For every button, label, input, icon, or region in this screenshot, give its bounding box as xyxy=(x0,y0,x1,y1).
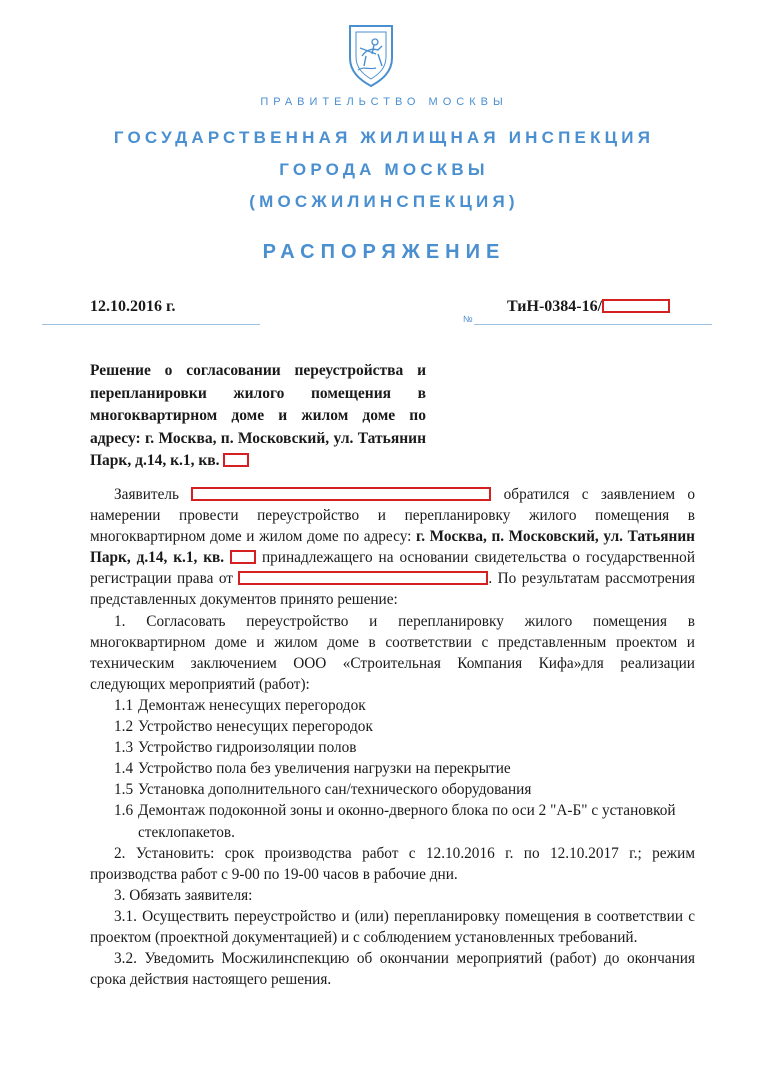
list-item-number: 1.6 xyxy=(114,802,134,820)
redaction-box xyxy=(223,453,249,467)
review-text: . По результатам рассмотрения представленных документов принято решение: xyxy=(90,570,695,609)
agency-abbreviation: (МОСЖИЛИНСПЕКЦИЯ) xyxy=(249,192,519,211)
list-item-text: Устройство ненесущих перегородок xyxy=(138,718,373,736)
list-item-number: 1.2 xyxy=(114,718,134,736)
list-item xyxy=(90,695,695,716)
paragraph-obligations: 3. Обязать заявителя: xyxy=(114,886,253,904)
government-name: ПРАВИТЕЛЬСТВО МОСКВЫ xyxy=(260,96,508,108)
paragraph-applicant-details xyxy=(90,505,695,610)
list-item-text: Демонтаж ненесущих перегородок xyxy=(138,696,366,714)
applicant-label: Заявитель xyxy=(114,486,179,503)
redaction-box xyxy=(238,571,488,585)
paragraph-applicant-line xyxy=(90,484,695,505)
list-item xyxy=(90,758,695,779)
list-item-text: Устройство гидроизоляции полов xyxy=(138,739,357,757)
document-body xyxy=(90,484,695,990)
list-item-text: Установка дополнительного сан/технического оборудования xyxy=(138,781,532,799)
list-item-text: Устройство пола без увеличения нагрузки на перекрытие xyxy=(138,760,511,778)
list-item xyxy=(90,737,695,758)
paragraph-schedule: 2. Установить: срок производства работ с 12.10.2016 г. по 12.10.2017 г.; режим производства работ с 9-00 по 19-00 часов в рабочие дни. xyxy=(90,844,695,883)
works-list xyxy=(90,695,695,843)
paragraph-obligation-3-2: 3.2. Уведомить Мосжилинспекцию об окончании мероприятий (работ) до окончания срока действия настоящего решения. xyxy=(90,950,695,989)
address-text: г. Москва, п. Московский, ул. Татьянин Парк, д.14, к.1, кв. xyxy=(90,528,695,567)
ownership-text: принадлежащего на основании свидетельства о государственной регистрации права от xyxy=(90,549,696,588)
list-item-number: 1.5 xyxy=(114,781,134,799)
document-number xyxy=(507,298,670,316)
document-date: 12.10.2016 г. xyxy=(90,298,176,315)
agency-name-line2: ГОРОДА МОСКВЫ xyxy=(279,160,489,179)
list-item-number: 1.1 xyxy=(114,696,134,714)
list-item-number: 1.3 xyxy=(114,739,134,757)
redaction-box xyxy=(191,487,491,501)
number-underline xyxy=(474,324,712,325)
redaction-box xyxy=(602,299,670,313)
subject-text: Решение о согласовании переустройства и перепланировки жилого помещения в многоквартирном доме и жилом доме по адресу: г. Москва, п. Московский, ул. Татьянин Парк, д.14, к.1, кв. xyxy=(90,362,426,469)
number-sign: № xyxy=(463,314,473,324)
moscow-coat-of-arms-icon xyxy=(336,20,406,90)
list-item xyxy=(90,800,695,842)
list-item xyxy=(90,779,695,800)
date-underline xyxy=(42,324,260,325)
document-number-text: ТиН-0384-16/ xyxy=(507,298,603,315)
document-type-title: РАСПОРЯЖЕНИЕ xyxy=(262,241,506,263)
list-item-number: 1.4 xyxy=(114,760,134,778)
document-subject xyxy=(90,360,426,473)
applicant-statement: обратился с заявлением о xyxy=(503,486,695,503)
paragraph-obligation-3-1: 3.1. Осуществить переустройство и (или) перепланировку помещения в соответствии с проектом (проектной документацией) и с соблюдением установленных требований. xyxy=(90,907,695,946)
paragraph-approve: 1. Согласовать переустройство и перепланировку жилого помещения в многоквартирном доме и жилом доме в соответствии с представленным проектом и техническим заключением ООО «Строительная Компания Кифа»для реализации следующих мероприятий (работ): xyxy=(90,612,695,693)
list-item-text: Демонтаж подоконной зоны и оконно-дверного блока по оси 2 "А-Б" с установкой стеклопакетов. xyxy=(138,802,676,841)
agency-name-line1: ГОСУДАРСТВЕННАЯ ЖИЛИЩНАЯ ИНСПЕКЦИЯ xyxy=(113,128,655,147)
redaction-box xyxy=(230,550,256,564)
intent-text: намерении провести переустройство и перепланировку жилого помещения в многоквартирном доме и жилом доме по адресу: xyxy=(90,507,695,546)
list-item xyxy=(90,716,695,737)
